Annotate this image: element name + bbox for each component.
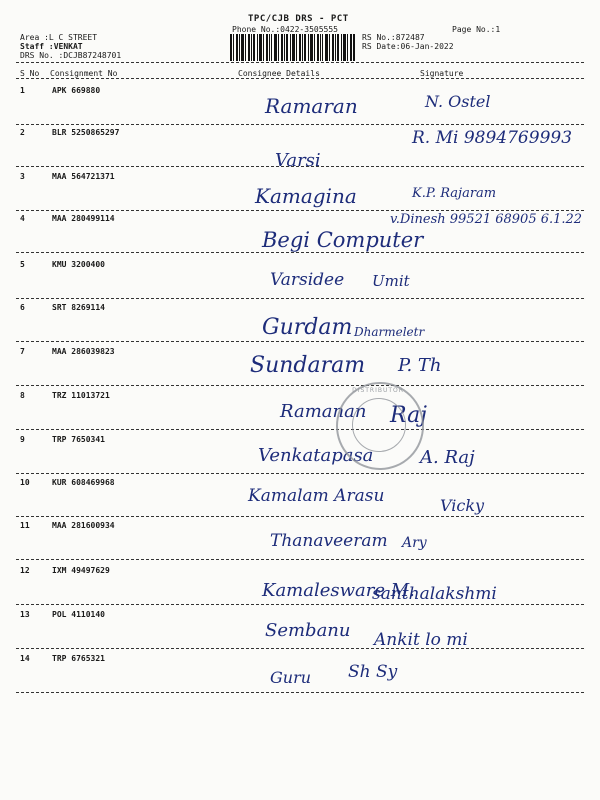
row-divider — [16, 124, 584, 125]
row-divider — [16, 341, 584, 342]
row-divider — [16, 429, 584, 430]
row-consignment-no: TRP 6765321 — [52, 654, 105, 663]
table-row — [0, 347, 600, 393]
table-row — [0, 566, 600, 612]
table-row — [0, 610, 600, 656]
row-divider — [16, 252, 584, 253]
phone-number: Phone No.:0422-3505555 — [232, 25, 338, 34]
row-divider — [16, 473, 584, 474]
consignee-handwritten-name: Guru — [270, 668, 312, 687]
handwritten-signature: K.P. Rajaram — [412, 186, 497, 201]
row-sno: 2 — [20, 128, 25, 137]
handwritten-signature: P. Th — [398, 355, 442, 376]
row-divider — [16, 210, 584, 211]
row-divider — [16, 516, 584, 517]
row-sno: 5 — [20, 260, 25, 269]
rs-date: RS Date:06-Jan-2022 — [362, 42, 454, 51]
column-header-details: Consignee Details — [238, 69, 320, 78]
drs-number: DRS No. :DCJB87248701 — [20, 51, 122, 60]
consignee-handwritten-name: Kamalesware M. — [262, 580, 415, 601]
office-seal-stamp: DISTRIBUTOR — [336, 382, 424, 470]
divider — [16, 62, 584, 63]
barcode-icon — [230, 34, 355, 61]
column-header-consignment: Consignment No — [50, 69, 118, 78]
row-divider — [16, 298, 584, 299]
row-consignment-no: APK 669880 — [52, 86, 101, 95]
staff-label: Staff :VENKAT — [20, 42, 83, 51]
row-sno: 7 — [20, 347, 25, 356]
row-consignment-no: BLR 5250865297 — [52, 128, 120, 137]
column-header-sno: S No — [20, 69, 40, 78]
row-divider — [16, 648, 584, 649]
page-number: Page No.:1 — [452, 25, 501, 34]
row-sno: 13 — [20, 610, 30, 619]
row-sno: 6 — [20, 303, 25, 312]
row-sno: 4 — [20, 214, 25, 223]
handwritten-signature: Vicky — [440, 496, 485, 515]
column-header-signature: Signature — [420, 69, 464, 78]
row-consignment-no: TRP 7650341 — [52, 435, 105, 444]
row-consignment-no: MAA 286039823 — [52, 347, 115, 356]
row-sno: 1 — [20, 86, 25, 95]
row-consignment-no: MAA 564721371 — [52, 172, 115, 181]
consignee-handwritten-name: Venkatapasa — [258, 445, 374, 466]
row-sno: 14 — [20, 654, 30, 663]
consignee-handwritten-name: Ramaran — [265, 94, 358, 118]
table-row — [0, 86, 600, 132]
consignee-handwritten-name: Ramanan — [280, 401, 367, 422]
consignee-handwritten-name: Varsidee — [270, 270, 345, 290]
handwritten-signature: N. Ostel — [425, 92, 491, 111]
row-consignment-no: POL 4110140 — [52, 610, 105, 619]
row-sno: 9 — [20, 435, 25, 444]
document-title: TPC/CJB DRS - PCT — [248, 14, 349, 24]
area-label: Area :L C STREET — [20, 33, 98, 42]
handwritten-signature: Dharmeletr — [354, 325, 425, 339]
row-divider — [16, 604, 584, 605]
row-divider — [16, 692, 584, 693]
consignee-handwritten-name: Sembanu — [265, 620, 351, 641]
table-row — [0, 303, 600, 349]
table-row — [0, 391, 600, 437]
table-row — [0, 654, 600, 700]
consignee-handwritten-name: Sundaram — [250, 353, 366, 378]
handwritten-signature: v.Dinesh 99521 68905 6.1.22 — [390, 212, 583, 227]
row-divider — [16, 385, 584, 386]
table-row — [0, 260, 600, 306]
consignee-handwritten-name: Varsi — [275, 150, 321, 171]
row-consignment-no: SRT 8269114 — [52, 303, 105, 312]
row-sno: 8 — [20, 391, 25, 400]
row-sno: 3 — [20, 172, 25, 181]
table-row — [0, 478, 600, 524]
row-consignment-no: TRZ 11013721 — [52, 391, 110, 400]
row-consignment-no: KUR 608469968 — [52, 478, 115, 487]
row-consignment-no: KMU 3200400 — [52, 260, 105, 269]
row-divider — [16, 166, 584, 167]
consignee-handwritten-name: Kamagina — [255, 184, 357, 208]
row-sno: 12 — [20, 566, 30, 575]
row-consignment-no: MAA 281600934 — [52, 521, 115, 530]
row-consignment-no: MAA 280499114 — [52, 214, 115, 223]
row-consignment-no: IXM 49497629 — [52, 566, 110, 575]
row-divider — [16, 559, 584, 560]
consignee-handwritten-name: Gurdam — [262, 315, 353, 340]
consignee-handwritten-name: Begi Computer — [262, 228, 424, 252]
handwritten-signature: Umit — [372, 272, 410, 290]
table-row — [0, 214, 600, 260]
handwritten-signature: A. Raj — [420, 447, 475, 468]
divider — [16, 78, 584, 79]
table-row — [0, 435, 600, 481]
handwritten-signature: Raj — [390, 403, 428, 428]
table-row — [0, 128, 600, 174]
rs-number: RS No.:872487 — [362, 33, 425, 42]
row-sno: 11 — [20, 521, 30, 530]
consignee-handwritten-name: Kamalam Arasu — [248, 486, 385, 506]
handwritten-signature: Ankit lo mi — [374, 630, 468, 650]
consignee-handwritten-name: Thanaveeram — [270, 531, 388, 551]
table-row — [0, 521, 600, 567]
row-sno: 10 — [20, 478, 30, 487]
handwritten-signature: Ary — [402, 535, 427, 551]
handwritten-signature: R. Mi 9894769993 — [412, 128, 573, 148]
handwritten-signature: Sh Sy — [348, 662, 398, 682]
handwritten-signature: santhalakshmi — [372, 584, 497, 604]
